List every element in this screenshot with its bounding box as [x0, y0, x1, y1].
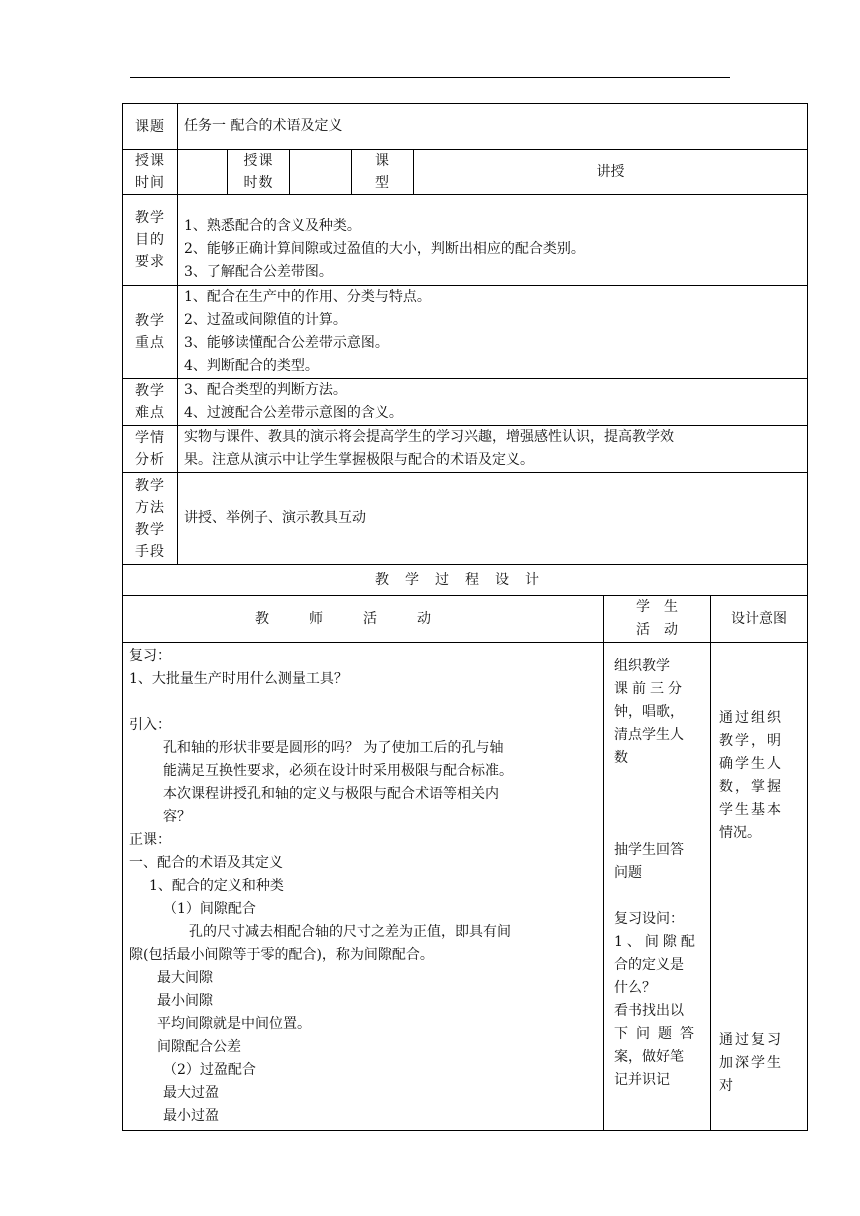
text-line: 什么？	[614, 980, 656, 996]
text-line: 隙(包括最小间隙等于零的配合)，称为间隙配合。	[129, 947, 434, 963]
design-intent-header: 设计意图	[711, 596, 808, 643]
analysis-line: 果。注意从演示中让学生掌握极限与配合的术语及定义。	[184, 452, 534, 468]
methods-content: 讲授、举例子、演示教具互动	[178, 473, 808, 565]
text-line: （2）过盈配合	[163, 1062, 256, 1078]
topic-label: 课题	[123, 104, 178, 150]
text-line: 加深学生	[719, 1055, 783, 1071]
difficulties-row	[123, 379, 808, 426]
text-line: 1、间隙配	[614, 934, 699, 950]
text-line: 记并识记	[614, 1072, 670, 1088]
text-line: 孔的尺寸减去相配合轴的尺寸之差为正值，即具有间	[189, 924, 511, 940]
student-activity-header: 学生活动	[604, 596, 711, 643]
methods-row	[123, 473, 808, 565]
text-line: 引入：	[129, 717, 171, 733]
teacher-activity-content	[123, 643, 604, 1131]
key-point-line: 2、过盈或间隙值的计算。	[184, 312, 347, 328]
topic-row	[123, 104, 808, 150]
type-label: 课型	[352, 150, 414, 195]
text-line: 合的定义是	[614, 957, 684, 973]
text-line: 清点学生人	[614, 727, 684, 743]
goal-line: 1、熟悉配合的含义及种类。	[184, 217, 361, 234]
text-line: 数，掌握	[719, 779, 783, 795]
text-line: 问题	[614, 865, 642, 881]
text-line: 平均间隙就是中间位置。	[157, 1016, 311, 1032]
text-line: 确学生人	[719, 756, 783, 772]
text-line: 正课：	[129, 832, 171, 848]
text-line: 下问题答	[614, 1026, 702, 1042]
text-line: 复习设问：	[614, 911, 684, 927]
text-line: 最小过盈	[163, 1108, 219, 1124]
goal-line: 3、了解配合公差带图。	[184, 263, 333, 280]
text-line: 能满足互换性要求，必须在设计时采用极限与配合标准。	[163, 763, 513, 779]
hours-label: 授课时数	[228, 150, 290, 195]
time-label: 授课时间	[123, 150, 178, 195]
analysis-line: 实物与课件、教具的演示将会提高学生的学习兴趣，增强感性认识，提高教学效	[184, 429, 674, 445]
key-point-line: 4、判断配合的类型。	[184, 358, 319, 374]
time-value	[178, 150, 228, 195]
text-line: 课前三分	[614, 681, 686, 697]
text-line: 最大间隙	[157, 970, 213, 986]
text-line: 看书找出以	[614, 1003, 684, 1019]
process-body-row	[123, 643, 808, 1131]
process-title-row	[123, 565, 808, 596]
hours-value	[290, 150, 352, 195]
text-line: 一、配合的术语及其定义	[129, 855, 283, 871]
analysis-row	[123, 426, 808, 473]
text-line: 1、大批量生产时用什么测量工具？	[129, 671, 348, 687]
process-title: 教学过程设计	[123, 565, 808, 596]
process-header-row	[123, 596, 808, 643]
key-points-label: 教学重点	[123, 286, 178, 379]
goals-label: 教学目的要求	[123, 195, 178, 286]
difficulties-label: 教学难点	[123, 379, 178, 426]
text-line: 通过复习	[719, 1032, 783, 1048]
text-line: 间隙配合公差	[157, 1039, 241, 1055]
text-line: 案，做好笔	[614, 1049, 684, 1065]
spacer	[129, 691, 597, 714]
text-line: 孔和轴的形状非要是圆形的吗？ 为了使加工后的孔与轴	[163, 740, 504, 756]
difficulties-content	[178, 379, 808, 426]
teacher-activity-header: 教师活动	[123, 596, 604, 643]
student-activity-content	[604, 643, 711, 1131]
difficulty-line: 4、过渡配合公差带示意图的含义。	[184, 405, 403, 421]
text-line: 情况。	[719, 825, 761, 841]
text-line: 1、配合的定义和种类	[149, 878, 284, 894]
key-points-content	[178, 286, 808, 379]
text-line: 教学，明	[719, 733, 783, 749]
text-line: 抽学生回答	[614, 842, 684, 858]
key-point-line: 3、能够读懂配合公差带示意图。	[184, 335, 389, 351]
lesson-plan-table	[122, 103, 808, 1131]
key-points-row	[123, 286, 808, 379]
difficulty-line: 3、配合类型的判断方法。	[184, 382, 347, 398]
text-line: 最大过盈	[163, 1085, 219, 1101]
type-value: 讲授	[414, 150, 808, 195]
text-line: 组织教学	[614, 658, 670, 674]
header-rule	[130, 77, 730, 78]
design-intent-content	[711, 643, 808, 1131]
text-line: 学生基本	[719, 802, 783, 818]
text-line: 本次课程讲授孔和轴的定义与极限与配合术语等相关内	[163, 786, 499, 802]
key-point-line: 1、配合在生产中的作用、分类与特点。	[184, 289, 431, 305]
text-line: 容？	[163, 809, 191, 825]
text-line: 对	[719, 1078, 733, 1094]
text-line: 通过组织	[719, 710, 783, 726]
analysis-label: 学情分析	[123, 426, 178, 473]
goals-row	[123, 195, 808, 286]
schedule-row	[123, 150, 808, 195]
goal-line: 2、能够正确计算间隙或过盈值的大小，判断出相应的配合类别。	[184, 240, 585, 257]
text-line: 最小间隙	[157, 993, 213, 1009]
goals-content	[178, 195, 808, 286]
methods-label: 教学方法教学手段	[123, 473, 178, 565]
text-line: 复习：	[129, 648, 171, 664]
analysis-content	[178, 426, 808, 473]
text-line: （1）间隙配合	[163, 901, 256, 917]
topic-value: 任务一 配合的术语及定义	[178, 104, 808, 150]
text-line: 钟，唱歌，	[614, 704, 684, 720]
text-line: 数	[614, 750, 628, 766]
